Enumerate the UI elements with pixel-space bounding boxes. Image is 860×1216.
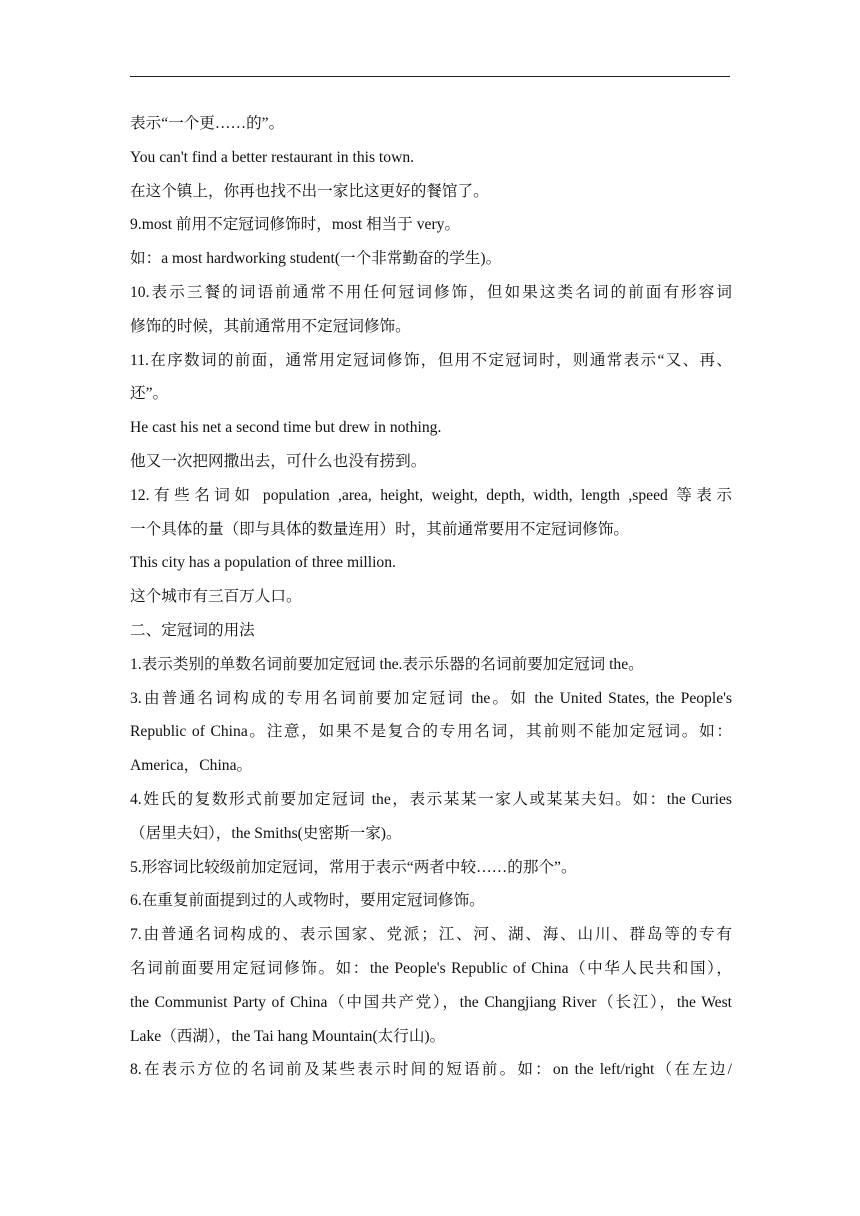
text-line: 一个具体的量（即与具体的数量连用）时，其前通常要用不定冠词修饰。 [130,520,630,538]
text-line: Republic of China。注意，如果不是复合的专用名词，其前则不能加定冠词。如： [130,723,732,741]
text-line: 7.由普通名词构成的、表示国家、党派；江、河、湖、海、山川、群岛等的专有 [130,926,732,944]
text-line: 这个城市有三百万人口。 [130,588,302,606]
text-line: 如：a most hardworking student(一个非常勤奋的学生)。 [130,250,502,268]
text-line: 1.表示类别的单数名词前要加定冠词 the.表示乐器的名词前要加定冠词 the。 [130,655,644,673]
text-line: 5.形容词比较级前加定冠词，常用于表示“两者中较……的那个”。 [130,858,577,876]
document-body [130,107,732,1087]
text-line: 修饰的时候，其前通常用不定冠词修饰。 [130,317,411,335]
text-line: 他又一次把网撒出去，可什么也没有捞到。 [130,452,427,470]
text-line: （居里夫妇），the Smiths(史密斯一家)。 [130,824,402,842]
text-line: 名词前面要用定冠词修饰。如：the People's Republic of China（中华人民共和国）， [130,959,732,977]
text-line: You can't find a better restaurant in this town. [130,148,415,166]
text-line: America，China。 [130,757,253,775]
text-line: the Communist Party of China（中国共产党），the Changjiang River（长江），the West [130,993,732,1011]
text-line: 8.在表示方位的名词前及某些表示时间的短语前。如：on the left/right（在左边/ [130,1061,732,1079]
text-line: 3.由普通名词构成的专用名词前要加定冠词 the。如 the United States, the People's [130,689,732,707]
text-line: 还”。 [130,385,169,403]
text-line: 9.most 前用不定冠词修饰时，most 相当于 very。 [130,216,461,234]
text-line: 12.有些名词如 population ,area, height, weight, depth, width, length ,speed 等表示 [130,486,732,504]
section-heading: 二、定冠词的用法 [130,621,255,639]
text-line: 6.在重复前面提到过的人或物时，要用定冠词修饰。 [130,892,485,910]
text-line: 4.姓氏的复数形式前要加定冠词 the，表示某某一家人或某某夫妇。如：the Curies [130,790,732,808]
text-line: 在这个镇上，你再也找不出一家比这更好的餐馆了。 [130,182,489,200]
text-line: Lake（西湖），the Tai hang Mountain(太行山)。 [130,1027,446,1045]
text-line: He cast his net a second time but drew in nothing. [130,419,442,437]
text-line: 表示“一个更……的”。 [130,115,285,132]
header-rule [130,76,730,77]
text-line: This city has a population of three million. [130,554,396,572]
text-line: 11.在序数词的前面，通常用定冠词修饰，但用不定冠词时，则通常表示“又、再、 [130,351,732,369]
text-line: 10.表示三餐的词语前通常不用任何冠词修饰，但如果这类名词的前面有形容词 [130,283,732,301]
